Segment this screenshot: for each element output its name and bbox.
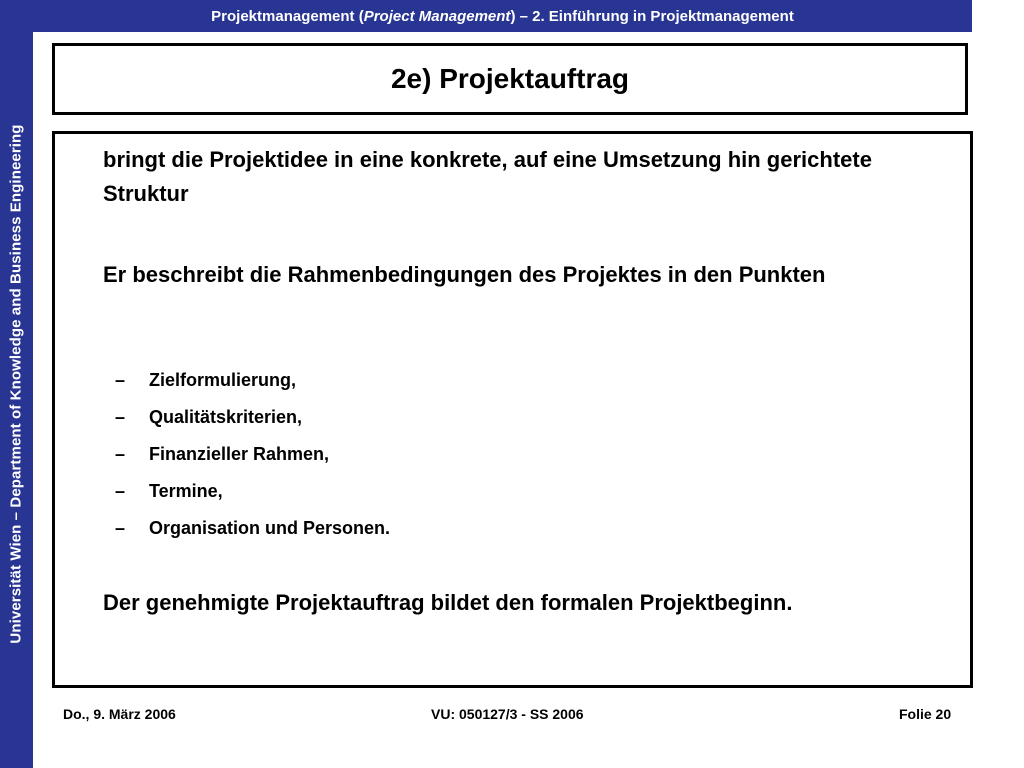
list-item	[115, 516, 390, 540]
list-item	[115, 368, 296, 392]
content-box	[52, 131, 973, 688]
list-dash: –	[115, 370, 126, 390]
sidebar-caption: Universität Wien – Department of Knowledge and Business Engineering	[7, 124, 25, 644]
list-dash: –	[115, 407, 126, 427]
header-title-italic: Project Management	[363, 7, 511, 25]
paragraph-framework: Er beschreibt die Rahmenbedingungen des Projektes in den Punkten	[103, 262, 826, 287]
list-item-text: Termine,	[149, 481, 223, 501]
list-dash: –	[115, 444, 126, 464]
list-item-text: Finanzieller Rahmen,	[149, 444, 330, 464]
list-item	[115, 442, 329, 466]
list-item-text: Qualitätskriterien,	[149, 407, 303, 427]
list-item-text: Zielformulierung,	[149, 370, 297, 390]
sidebar	[0, 0, 33, 768]
list-dash: –	[115, 518, 126, 538]
slide-title: 2e) Projektauftrag	[390, 63, 630, 94]
footer-date: Do., 9. März 2006	[63, 706, 176, 722]
paragraph-intro: bringt die Projektidee in eine konkrete, auf eine Umsetzung hin gerichtete Struktur	[103, 147, 872, 206]
list-dash: –	[115, 481, 126, 501]
footer-slide-number: Folie 20	[899, 706, 952, 722]
footer-course: VU: 050127/3 - SS 2006	[431, 706, 584, 722]
title-box	[52, 43, 968, 115]
list-item-text: Organisation und Personen.	[149, 518, 391, 538]
list-item	[115, 479, 223, 503]
header-bar	[33, 0, 972, 32]
header-title-suffix: ) – 2. Einführung in Projektmanagement	[510, 7, 794, 25]
header-title-prefix: Projektmanagement (	[211, 7, 364, 25]
paragraph-conclusion: Der genehmigte Projektauftrag bildet den formalen Projektbeginn.	[103, 590, 793, 615]
list-item	[115, 405, 302, 429]
